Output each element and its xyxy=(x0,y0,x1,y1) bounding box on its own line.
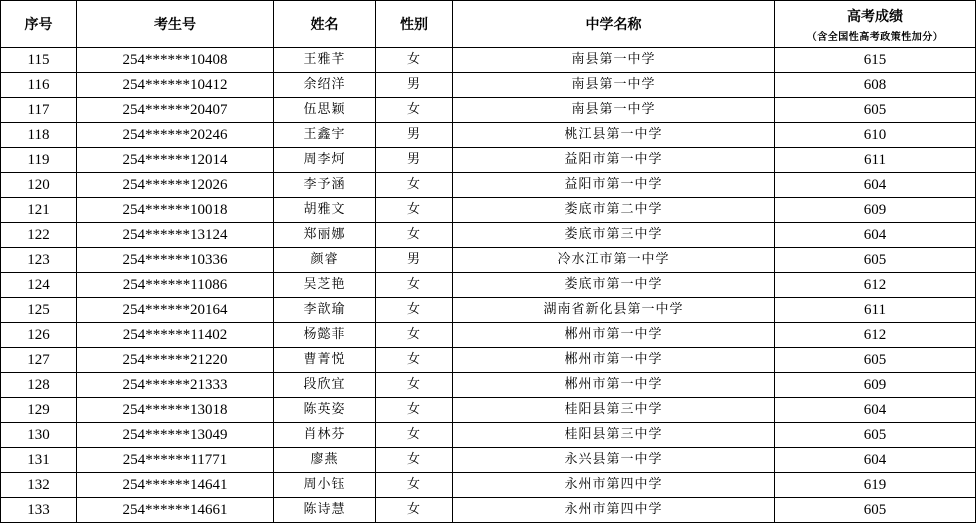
cell-seq: 118 xyxy=(1,123,77,148)
cell-name: 郑丽娜 xyxy=(274,223,376,248)
cell-seq: 127 xyxy=(1,348,77,373)
cell-gender: 女 xyxy=(376,373,453,398)
table-row xyxy=(1,148,976,173)
header-score-label: 高考成绩 xyxy=(847,8,903,25)
table-row xyxy=(1,98,976,123)
cell-exam-id: 254******21333 xyxy=(77,373,274,398)
cell-seq: 119 xyxy=(1,148,77,173)
table-row xyxy=(1,223,976,248)
cell-gender: 女 xyxy=(376,498,453,523)
cell-score: 605 xyxy=(775,248,976,273)
cell-school: 郴州市第一中学 xyxy=(453,323,775,348)
cell-score: 619 xyxy=(775,473,976,498)
cell-score: 609 xyxy=(775,198,976,223)
table-row xyxy=(1,348,976,373)
cell-score: 610 xyxy=(775,123,976,148)
cell-gender: 女 xyxy=(376,423,453,448)
cell-score: 609 xyxy=(775,373,976,398)
cell-school: 南县第一中学 xyxy=(453,73,775,98)
table-row xyxy=(1,173,976,198)
cell-school: 永州市第四中学 xyxy=(453,473,775,498)
cell-school: 南县第一中学 xyxy=(453,98,775,123)
cell-gender: 女 xyxy=(376,173,453,198)
cell-school: 南县第一中学 xyxy=(453,48,775,73)
cell-name: 廖燕 xyxy=(274,448,376,473)
cell-gender: 女 xyxy=(376,323,453,348)
cell-exam-id: 254******14661 xyxy=(77,498,274,523)
cell-name: 周小钰 xyxy=(274,473,376,498)
header-school: 中学名称 xyxy=(453,1,775,48)
table-row xyxy=(1,423,976,448)
table-row xyxy=(1,273,976,298)
cell-gender: 女 xyxy=(376,348,453,373)
cell-score: 612 xyxy=(775,323,976,348)
cell-name: 余绍洋 xyxy=(274,73,376,98)
cell-gender: 男 xyxy=(376,123,453,148)
cell-score: 604 xyxy=(775,173,976,198)
cell-school: 湖南省新化县第一中学 xyxy=(453,298,775,323)
cell-school: 娄底市第一中学 xyxy=(453,273,775,298)
cell-name: 李予涵 xyxy=(274,173,376,198)
cell-name: 颜睿 xyxy=(274,248,376,273)
cell-seq: 128 xyxy=(1,373,77,398)
cell-exam-id: 254******12014 xyxy=(77,148,274,173)
cell-exam-id: 254******13018 xyxy=(77,398,274,423)
cell-name: 段欣宜 xyxy=(274,373,376,398)
cell-school: 郴州市第一中学 xyxy=(453,348,775,373)
cell-exam-id: 254******21220 xyxy=(77,348,274,373)
cell-score: 605 xyxy=(775,348,976,373)
cell-school: 郴州市第一中学 xyxy=(453,373,775,398)
cell-name: 周李炣 xyxy=(274,148,376,173)
cell-score: 608 xyxy=(775,73,976,98)
cell-seq: 130 xyxy=(1,423,77,448)
cell-seq: 133 xyxy=(1,498,77,523)
cell-exam-id: 254******12026 xyxy=(77,173,274,198)
cell-score: 611 xyxy=(775,148,976,173)
cell-gender: 男 xyxy=(376,248,453,273)
cell-score: 605 xyxy=(775,498,976,523)
cell-score: 604 xyxy=(775,448,976,473)
cell-school: 娄底市第三中学 xyxy=(453,223,775,248)
cell-exam-id: 254******10412 xyxy=(77,73,274,98)
cell-seq: 116 xyxy=(1,73,77,98)
cell-name: 陈英姿 xyxy=(274,398,376,423)
cell-gender: 女 xyxy=(376,98,453,123)
table-row xyxy=(1,73,976,98)
cell-school: 桂阳县第三中学 xyxy=(453,423,775,448)
cell-school: 益阳市第一中学 xyxy=(453,173,775,198)
table-row xyxy=(1,248,976,273)
cell-gender: 女 xyxy=(376,48,453,73)
cell-seq: 115 xyxy=(1,48,77,73)
table-body xyxy=(1,48,976,523)
cell-name: 胡雅文 xyxy=(274,198,376,223)
cell-score: 605 xyxy=(775,98,976,123)
cell-school: 永州市第四中学 xyxy=(453,498,775,523)
cell-exam-id: 254******20407 xyxy=(77,98,274,123)
cell-score: 611 xyxy=(775,298,976,323)
cell-score: 615 xyxy=(775,48,976,73)
table-row xyxy=(1,198,976,223)
cell-gender: 女 xyxy=(376,298,453,323)
cell-school: 娄底市第二中学 xyxy=(453,198,775,223)
cell-exam-id: 254******10018 xyxy=(77,198,274,223)
cell-exam-id: 254******13124 xyxy=(77,223,274,248)
cell-seq: 125 xyxy=(1,298,77,323)
cell-exam-id: 254******14641 xyxy=(77,473,274,498)
table-row xyxy=(1,323,976,348)
header-score xyxy=(775,1,976,48)
cell-school: 桃江县第一中学 xyxy=(453,123,775,148)
cell-name: 王雅芊 xyxy=(274,48,376,73)
cell-seq: 123 xyxy=(1,248,77,273)
cell-name: 陈诗慧 xyxy=(274,498,376,523)
table-row xyxy=(1,398,976,423)
header-name: 姓名 xyxy=(274,1,376,48)
cell-name: 杨懿菲 xyxy=(274,323,376,348)
cell-seq: 126 xyxy=(1,323,77,348)
table-row xyxy=(1,48,976,73)
table-row xyxy=(1,373,976,398)
table-row xyxy=(1,448,976,473)
cell-seq: 121 xyxy=(1,198,77,223)
cell-exam-id: 254******10408 xyxy=(77,48,274,73)
cell-gender: 女 xyxy=(376,273,453,298)
cell-seq: 131 xyxy=(1,448,77,473)
cell-school: 冷水江市第一中学 xyxy=(453,248,775,273)
cell-score: 604 xyxy=(775,223,976,248)
cell-gender: 男 xyxy=(376,73,453,98)
cell-gender: 女 xyxy=(376,448,453,473)
cell-school: 永兴县第一中学 xyxy=(453,448,775,473)
cell-seq: 120 xyxy=(1,173,77,198)
cell-seq: 122 xyxy=(1,223,77,248)
table-row xyxy=(1,298,976,323)
cell-exam-id: 254******20246 xyxy=(77,123,274,148)
cell-name: 曹菁悦 xyxy=(274,348,376,373)
cell-seq: 117 xyxy=(1,98,77,123)
cell-school: 桂阳县第三中学 xyxy=(453,398,775,423)
cell-exam-id: 254******20164 xyxy=(77,298,274,323)
cell-exam-id: 254******11402 xyxy=(77,323,274,348)
cell-seq: 132 xyxy=(1,473,77,498)
header-score-note: （含全国性高考政策性加分） xyxy=(806,31,944,43)
cell-name: 肖林芬 xyxy=(274,423,376,448)
table-header-row xyxy=(1,1,976,48)
header-gender: 性别 xyxy=(376,1,453,48)
cell-gender: 女 xyxy=(376,398,453,423)
cell-gender: 女 xyxy=(376,223,453,248)
table-row xyxy=(1,498,976,523)
cell-exam-id: 254******11086 xyxy=(77,273,274,298)
cell-score: 612 xyxy=(775,273,976,298)
header-exam-id: 考生号 xyxy=(77,1,274,48)
cell-exam-id: 254******11771 xyxy=(77,448,274,473)
cell-name: 伍思颖 xyxy=(274,98,376,123)
cell-seq: 129 xyxy=(1,398,77,423)
header-seq: 序号 xyxy=(1,1,77,48)
table-row xyxy=(1,473,976,498)
cell-school: 益阳市第一中学 xyxy=(453,148,775,173)
table-row xyxy=(1,123,976,148)
cell-name: 王鑫宇 xyxy=(274,123,376,148)
cell-seq: 124 xyxy=(1,273,77,298)
cell-exam-id: 254******10336 xyxy=(77,248,274,273)
cell-gender: 男 xyxy=(376,148,453,173)
cell-score: 604 xyxy=(775,398,976,423)
cell-gender: 女 xyxy=(376,473,453,498)
cell-name: 李歆瑜 xyxy=(274,298,376,323)
cell-gender: 女 xyxy=(376,198,453,223)
cell-exam-id: 254******13049 xyxy=(77,423,274,448)
cell-name: 吴芝艳 xyxy=(274,273,376,298)
cell-score: 605 xyxy=(775,423,976,448)
